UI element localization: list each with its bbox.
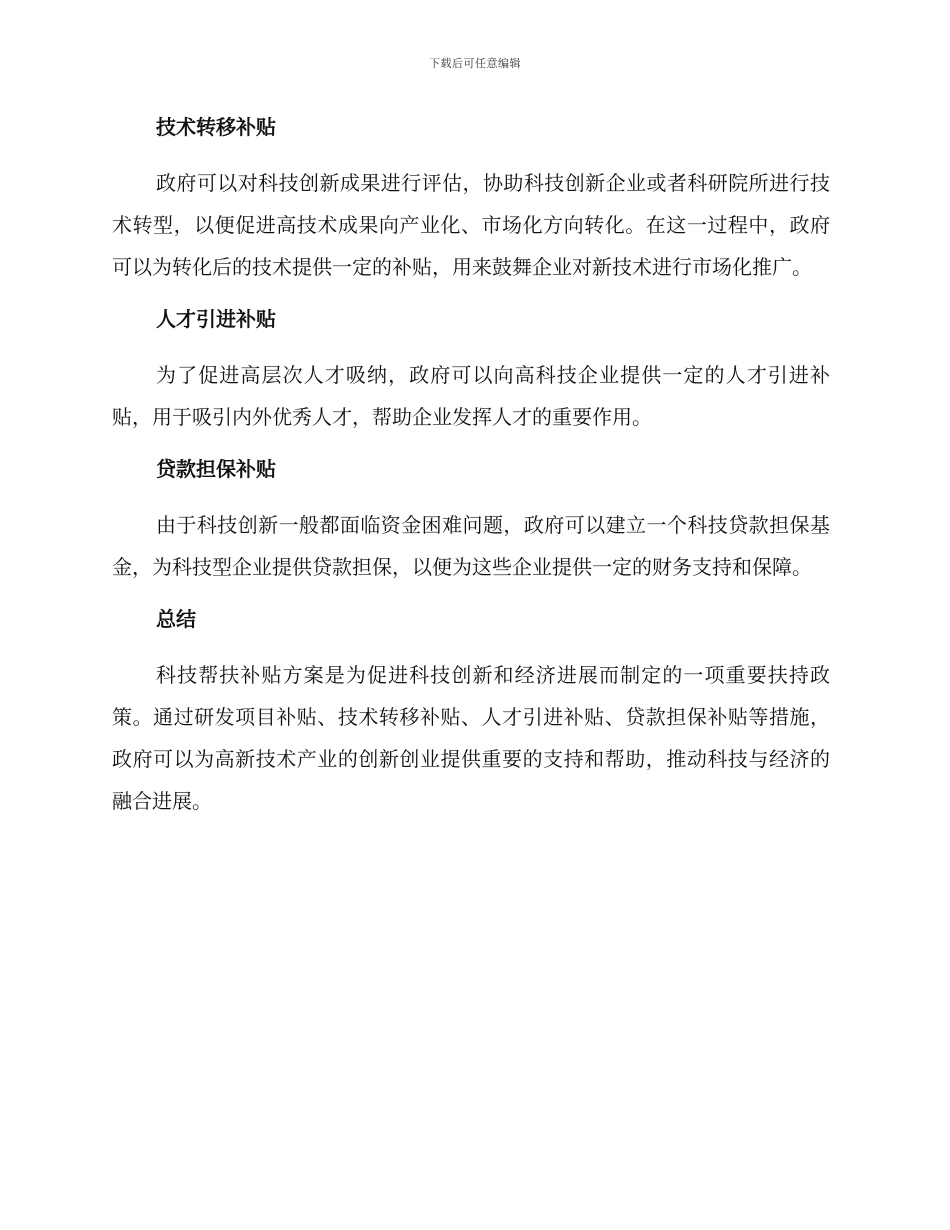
document-body: [112, 110, 830, 836]
section-heading: 人才引进补贴: [156, 307, 276, 331]
section-paragraph: 为了促进高层次人才吸纳，政府可以向高科技企业提供一定的人才引进补贴，用于吸引内外优秀人才，帮助企业发挥人才的重要作用。: [112, 363, 830, 429]
section-heading: 贷款担保补贴: [156, 457, 276, 481]
section-paragraph: 由于科技创新一般都面临资金困难问题，政府可以建立一个科技贷款担保基金，为科技型企业提供贷款担保，以便为这些企业提供一定的财务支持和保障。: [112, 513, 830, 579]
section-heading: 技术转移补贴: [156, 115, 276, 139]
section-heading: 总结: [156, 607, 196, 631]
section-paragraph: 政府可以对科技创新成果进行评估，协助科技创新企业或者科研院所进行技术转型，以便促进高技术成果向产业化、市场化方向转化。在这一过程中，政府可以为转化后的技术提供一定的补贴，用来鼓舞企业对新技术进行市场化推广。: [112, 171, 830, 279]
section-loan-guarantee: [112, 452, 830, 588]
section-tech-transfer: [112, 110, 830, 288]
page-header: 下载后可任意编辑: [429, 57, 521, 70]
section-talent-introduction: [112, 302, 830, 438]
section-paragraph: 科技帮扶补贴方案是为促进科技创新和经济进展而制定的一项重要扶持政策。通过研发项目补贴、技术转移补贴、人才引进补贴、贷款担保补贴等措施，政府可以为高新技术产业的创新创业提供重要的支持和帮助，推动科技与经济的融合进展。: [112, 663, 830, 813]
section-summary: [112, 602, 830, 822]
